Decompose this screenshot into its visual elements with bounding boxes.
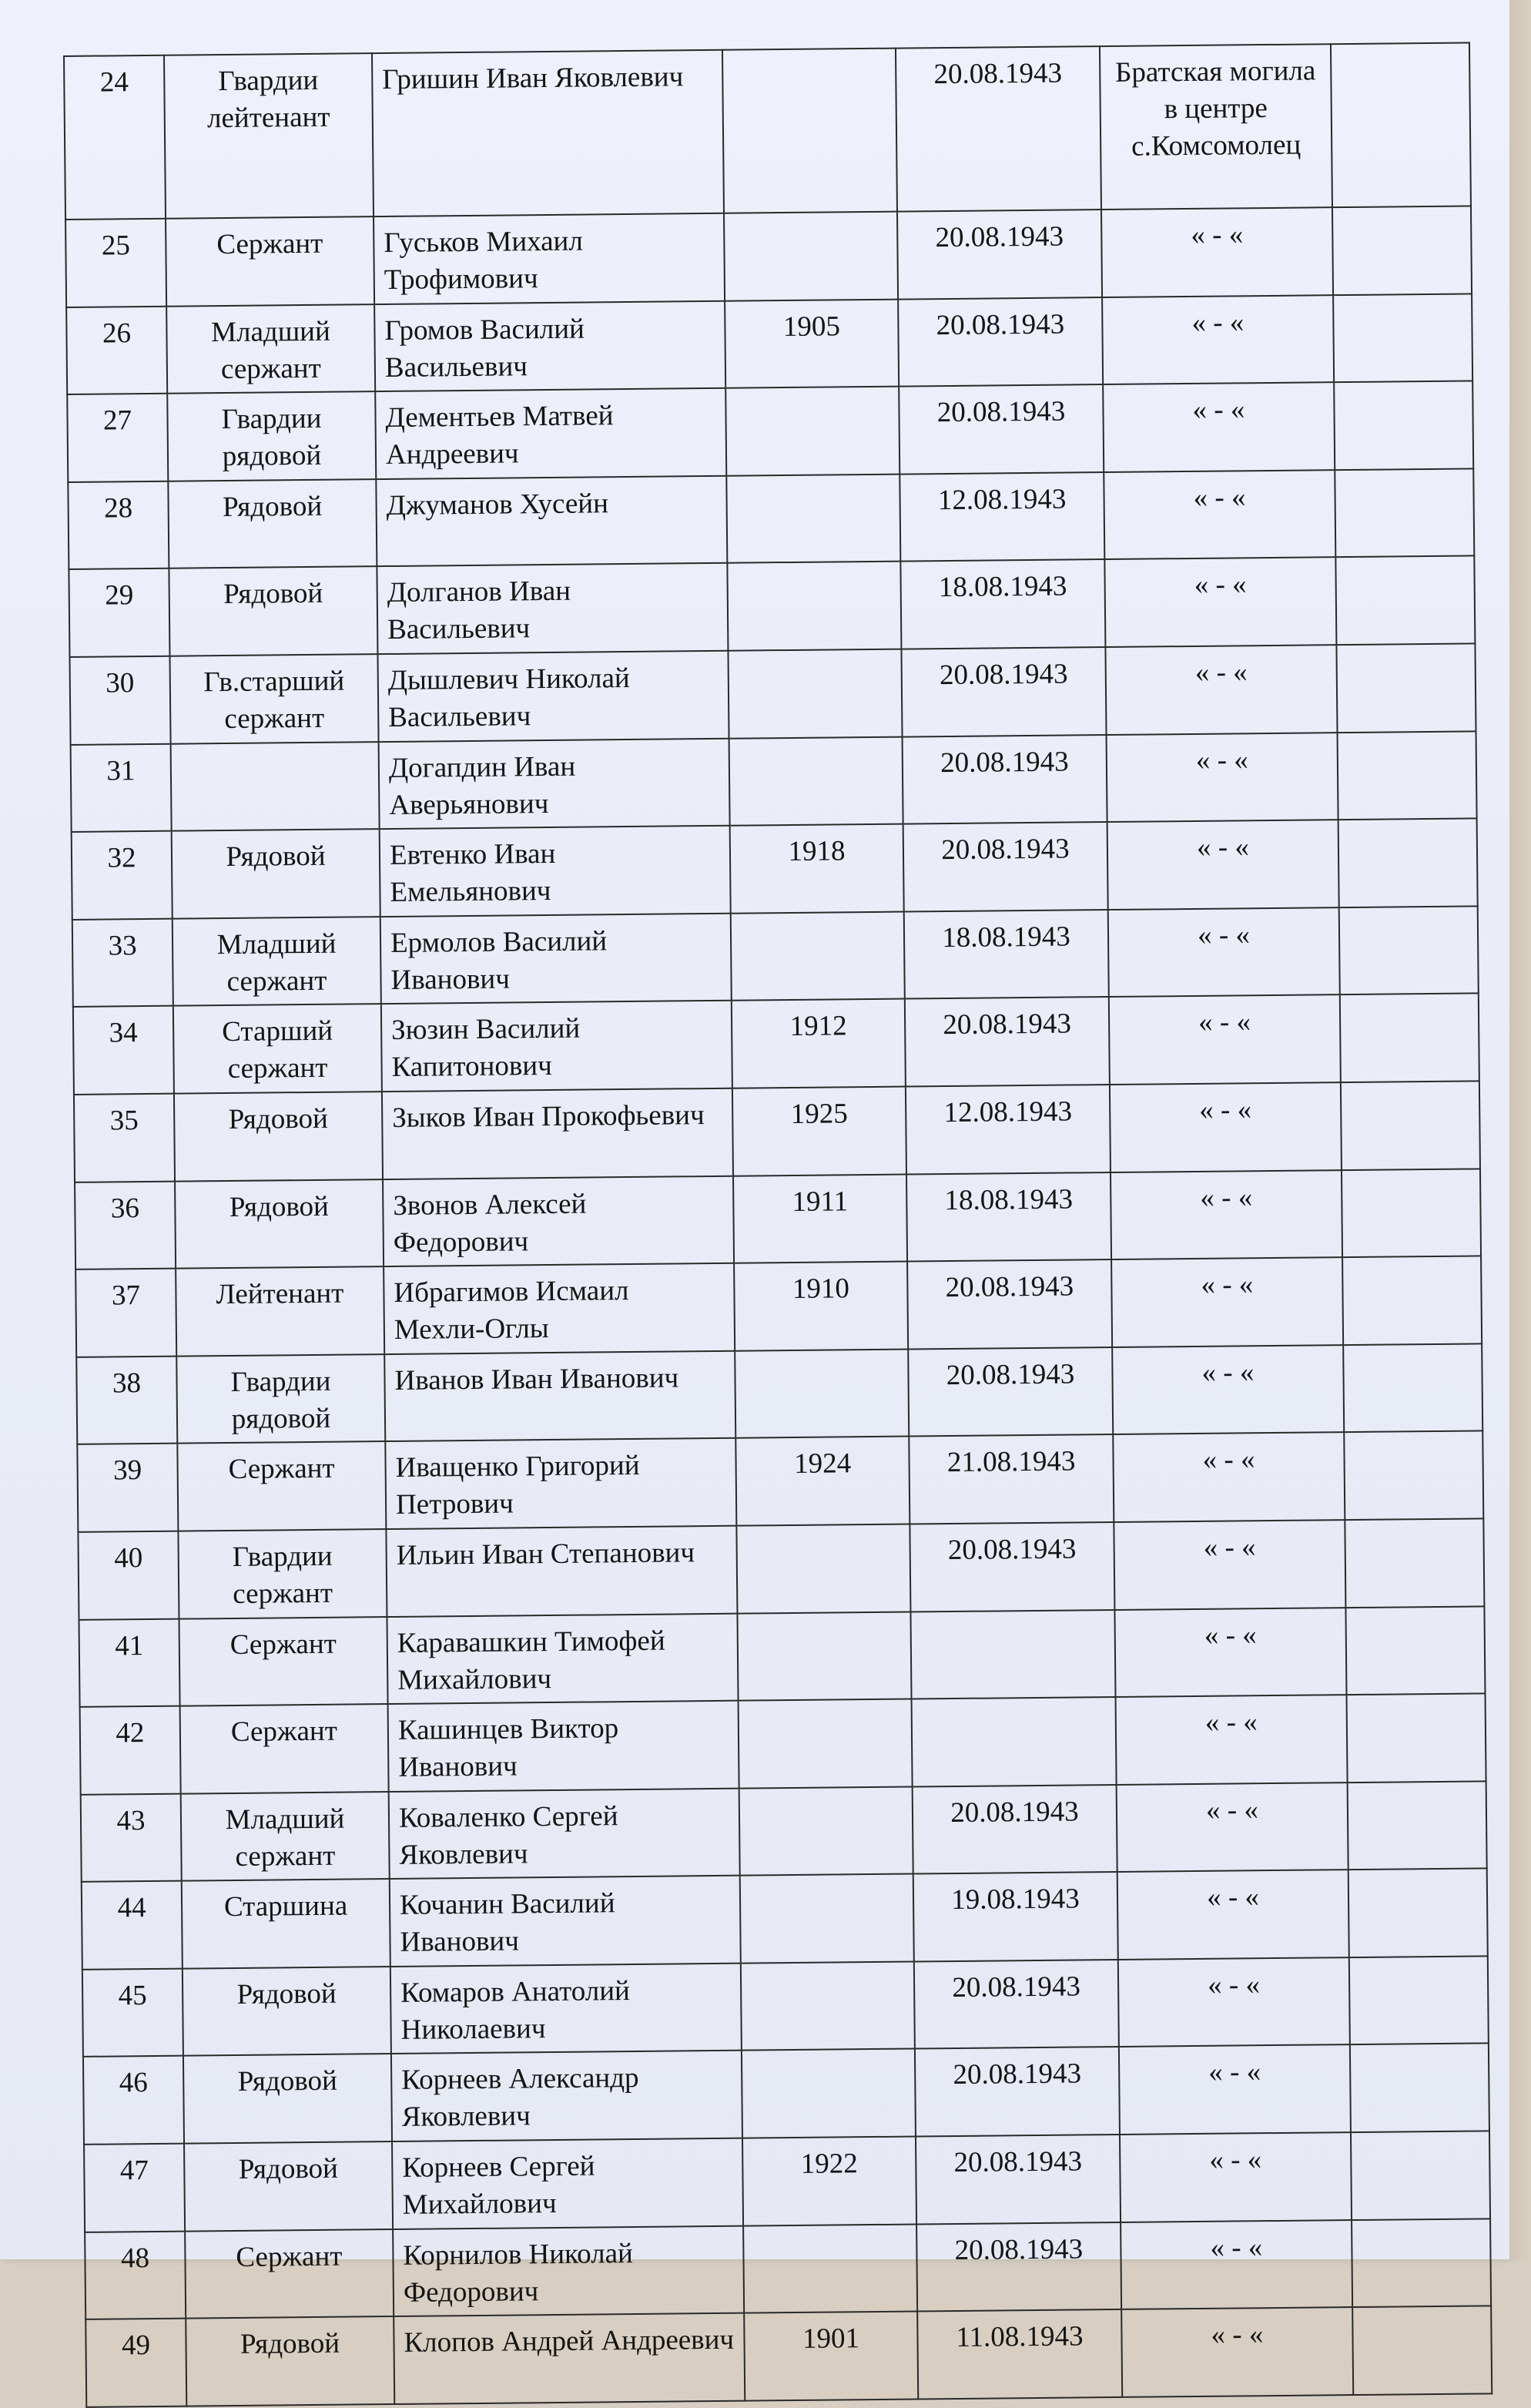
death-date: 20.08.1943 (914, 1960, 1119, 2049)
notes-cell (1342, 1169, 1481, 1257)
burial-place: « - « (1105, 645, 1337, 734)
full-name: Гуськов Михаил Трофимович (374, 213, 725, 304)
death-date: 20.08.1943 (903, 822, 1108, 911)
full-name: Корнеев Сергей Михайлович (392, 2138, 743, 2229)
death-date: 18.08.1943 (906, 1172, 1111, 1262)
table-row (71, 731, 1477, 832)
military-rank: Рядовой (172, 829, 380, 918)
death-date: 11.08.1943 (917, 2309, 1122, 2399)
full-name: Корнеев Александр Яковлевич (391, 2051, 742, 2141)
notes-cell (1344, 1431, 1483, 1520)
birth-year (728, 649, 902, 739)
military-rank: Младший сержант (166, 304, 375, 394)
notes-cell (1338, 819, 1478, 907)
notes-cell (1348, 1781, 1487, 1870)
burial-place: « - « (1119, 2045, 1351, 2135)
table-row (82, 1956, 1489, 2057)
military-rank: Рядовой (175, 1179, 384, 1269)
full-name: Зыков Иван Прокофьевич (382, 1088, 733, 1179)
table-row (85, 2219, 1491, 2319)
table-row (78, 1518, 1484, 1619)
military-rank (171, 742, 380, 831)
row-number: 37 (75, 1269, 176, 1357)
death-date: 20.08.1943 (908, 1347, 1113, 1437)
row-number: 36 (75, 1181, 176, 1269)
row-number: 26 (66, 306, 167, 394)
burial-place: « - « (1109, 994, 1341, 1084)
military-rank: Сержант (180, 1704, 389, 1793)
table-row (67, 381, 1473, 482)
burial-place: « - « (1116, 1695, 1348, 1784)
notes-cell (1345, 1606, 1485, 1695)
burial-place: « - « (1108, 907, 1340, 997)
military-rank: Старшина (182, 1879, 390, 1968)
military-rank: Рядовой (183, 1967, 391, 2056)
table-row (72, 906, 1479, 1007)
death-date (912, 1697, 1117, 1786)
notes-cell (1339, 906, 1479, 994)
notes-cell (1333, 293, 1472, 382)
notes-cell (1347, 1693, 1486, 1782)
notes-cell (1336, 643, 1476, 732)
row-number: 44 (82, 1881, 183, 1970)
table-row (83, 2044, 1489, 2145)
burial-place: « - « (1107, 820, 1339, 909)
table-row (80, 1693, 1486, 1794)
birth-year (735, 1349, 909, 1438)
notes-cell (1351, 2131, 1490, 2219)
death-date: 12.08.1943 (906, 1085, 1111, 1174)
full-name: Дементьев Матвей Андреевич (375, 388, 726, 479)
full-name: Иванов Иван Иванович (384, 1350, 735, 1441)
row-number: 46 (83, 2056, 184, 2145)
full-name: Громов Василий Васильевич (374, 300, 725, 391)
death-date: 20.08.1943 (916, 2135, 1121, 2224)
military-rank: Гвардии рядовой (167, 391, 376, 481)
full-name: Зюзин Василий Капитонович (381, 1001, 732, 1092)
table-row (73, 994, 1479, 1095)
row-number: 34 (73, 1006, 174, 1095)
table-row (74, 1081, 1480, 1182)
full-name: Догапдин Иван Аверьянович (379, 738, 730, 829)
full-name: Евтенко Иван Емельянович (380, 826, 731, 917)
full-name: Комаров Анатолий Николаевич (390, 1964, 742, 2054)
table-row (81, 1781, 1487, 1882)
table-row (72, 819, 1478, 920)
row-number: 30 (69, 656, 170, 745)
birth-year: 1925 (732, 1086, 906, 1175)
military-rank: Младший сержант (173, 917, 381, 1006)
birth-year (742, 2049, 916, 2138)
burial-roster-table (63, 42, 1492, 2407)
birth-year (737, 1611, 911, 1701)
military-rank: Рядовой (186, 2316, 394, 2406)
full-name: Звонов Алексей Федорович (383, 1175, 734, 1266)
notes-cell (1345, 1518, 1484, 1607)
military-rank: Сержант (179, 1617, 387, 1706)
military-rank: Сержант (166, 216, 374, 306)
burial-place: « - « (1102, 295, 1334, 384)
death-date: 20.08.1943 (913, 1785, 1117, 1874)
table-row (69, 643, 1476, 744)
row-number: 42 (80, 1706, 181, 1795)
full-name: Кочанин Василий Иванович (390, 1876, 741, 1967)
burial-place: « - « (1117, 1783, 1348, 1872)
death-date: 19.08.1943 (913, 1872, 1118, 1961)
death-date: 20.08.1943 (910, 1522, 1114, 1611)
burial-place: « - « (1111, 1170, 1342, 1259)
row-number: 49 (85, 2319, 186, 2407)
table-row (75, 1169, 1481, 1269)
birth-year (724, 212, 898, 301)
burial-place: « - « (1107, 733, 1338, 822)
burial-place: « - « (1117, 1870, 1349, 1959)
table-row (85, 2306, 1492, 2407)
full-name: Долганов Иван Васильевич (377, 563, 728, 654)
birth-year: 1910 (734, 1262, 908, 1351)
birth-year (727, 562, 901, 651)
birth-year: 1911 (733, 1174, 907, 1263)
burial-place: « - « (1112, 1345, 1344, 1434)
birth-year: 1924 (735, 1437, 910, 1526)
table-row (66, 293, 1472, 394)
full-name: Ибрагимов Исмаил Мехли-Оглы (384, 1263, 735, 1354)
birth-year (741, 1961, 915, 2051)
military-rank: Младший сержант (181, 1792, 390, 1881)
burial-place: « - « (1113, 1432, 1345, 1521)
death-date: 18.08.1943 (900, 559, 1105, 649)
death-date: 20.08.1943 (907, 1259, 1112, 1349)
table-row (84, 2131, 1490, 2232)
full-name: Джуманов Хусейн (376, 476, 727, 567)
row-number: 35 (74, 1094, 175, 1182)
row-number: 29 (69, 568, 169, 657)
military-rank: Гвардии лейтенант (164, 53, 374, 219)
notes-cell (1342, 1256, 1482, 1345)
birth-year: 1922 (742, 2137, 916, 2226)
burial-place: Братская могила в центре с.Комсомолец (1100, 44, 1332, 210)
notes-cell (1349, 1956, 1489, 2044)
notes-cell (1341, 1081, 1480, 1169)
death-date: 20.08.1943 (897, 210, 1102, 299)
roster-body (64, 42, 1492, 2406)
military-rank: Лейтенант (176, 1266, 384, 1356)
full-name: Дышлевич Николай Васильевич (377, 651, 729, 742)
full-name: Каравашкин Тимофей Михайлович (387, 1613, 738, 1704)
full-name: Ильин Иван Степанович (386, 1526, 737, 1617)
row-number: 24 (64, 55, 166, 220)
military-rank: Рядовой (174, 1092, 383, 1181)
table-row (79, 1606, 1485, 1707)
military-rank: Гв.старший сержант (169, 654, 378, 743)
table-row (69, 556, 1475, 657)
table-row (65, 206, 1472, 307)
row-number: 31 (71, 743, 172, 832)
burial-place: « - « (1104, 558, 1336, 647)
notes-cell (1334, 381, 1473, 470)
row-number: 41 (79, 1618, 179, 1707)
death-date: 12.08.1943 (900, 472, 1104, 562)
birth-year (726, 474, 900, 563)
birth-year: 1918 (730, 824, 904, 914)
row-number: 40 (78, 1531, 179, 1620)
row-number: 32 (72, 831, 173, 920)
notes-cell (1343, 1343, 1482, 1432)
full-name: Гришин Иван Яковлевич (372, 50, 724, 216)
birth-year: 1905 (725, 299, 899, 388)
row-number: 45 (82, 1969, 183, 2058)
death-date: 20.08.1943 (901, 647, 1106, 736)
full-name: Коваленко Сергей Яковлевич (389, 1788, 740, 1879)
birth-year (722, 49, 897, 213)
death-date (910, 1609, 1115, 1699)
military-rank: Старший сержант (173, 1004, 382, 1093)
death-date: 20.08.1943 (915, 2047, 1120, 2136)
notes-cell (1350, 2044, 1489, 2132)
birth-year: 1912 (732, 999, 906, 1088)
birth-year (743, 2224, 917, 2313)
birth-year: 1901 (744, 2312, 918, 2401)
notes-cell (1348, 1869, 1488, 1957)
military-rank: Рядовой (168, 479, 377, 568)
row-number: 33 (72, 918, 173, 1007)
burial-place: « - « (1101, 207, 1333, 297)
birth-year (739, 1786, 913, 1876)
death-date: 20.08.1943 (903, 735, 1107, 824)
death-date: 18.08.1943 (904, 910, 1109, 999)
birth-year (736, 1524, 910, 1613)
death-date: 20.08.1943 (916, 2222, 1121, 2312)
row-number: 43 (81, 1793, 182, 1882)
notes-cell (1352, 2306, 1492, 2395)
burial-place: « - « (1114, 1520, 1345, 1609)
birth-year (740, 1874, 914, 1964)
row-number: 47 (84, 2144, 185, 2232)
notes-cell (1331, 42, 1471, 207)
full-name: Корнилов Николай Федорович (393, 2225, 744, 2316)
military-rank: Гвардии сержант (178, 1529, 387, 1618)
row-number: 25 (65, 219, 166, 307)
notes-cell (1340, 994, 1479, 1082)
table-row (64, 42, 1471, 220)
military-rank: Рядовой (169, 566, 377, 656)
military-rank: Рядовой (184, 2141, 393, 2231)
table-row (77, 1431, 1483, 1532)
notes-cell (1352, 2219, 1491, 2307)
full-name: Кашинцев Виктор Иванович (388, 1701, 739, 1792)
death-date: 20.08.1943 (896, 46, 1101, 212)
birth-year (739, 1699, 913, 1789)
paper-edge (1509, 0, 1531, 2259)
row-number: 39 (77, 1444, 178, 1532)
table-row (76, 1343, 1482, 1444)
full-name: Клопов Андрей Андреевич (394, 2313, 745, 2404)
row-number: 28 (68, 481, 169, 569)
birth-year (725, 387, 900, 476)
military-rank: Гвардии рядовой (176, 1354, 385, 1444)
notes-cell (1335, 468, 1474, 557)
burial-place: « - « (1103, 382, 1335, 471)
full-name: Иващенко Григорий Петрович (385, 1438, 736, 1529)
row-number: 38 (76, 1356, 177, 1444)
burial-place: « - « (1121, 2307, 1353, 2396)
table-row (82, 1869, 1488, 1970)
military-rank: Сержант (185, 2229, 394, 2319)
death-date: 20.08.1943 (905, 997, 1110, 1086)
table-row (68, 468, 1474, 569)
burial-place: « - « (1111, 1257, 1343, 1347)
table-row (75, 1256, 1482, 1357)
burial-place: « - « (1121, 2220, 1352, 2309)
row-number: 27 (67, 394, 168, 482)
notes-cell (1332, 206, 1472, 294)
death-date: 21.08.1943 (909, 1434, 1114, 1524)
birth-year (731, 911, 905, 1001)
burial-place: « - « (1118, 1957, 1350, 2047)
birth-year (729, 736, 903, 826)
burial-place: « - « (1120, 2132, 1352, 2222)
death-date: 20.08.1943 (898, 297, 1103, 387)
military-rank: Сержант (177, 1441, 386, 1531)
notes-cell (1335, 556, 1475, 645)
death-date: 20.08.1943 (899, 384, 1104, 474)
burial-place: « - « (1110, 1082, 1342, 1172)
full-name: Ермолов Василий Иванович (380, 913, 732, 1004)
notes-cell (1338, 731, 1477, 820)
row-number: 48 (85, 2231, 186, 2319)
burial-place: « - « (1114, 1608, 1346, 1697)
burial-place: « - « (1104, 470, 1335, 559)
military-rank: Рядовой (183, 2054, 392, 2143)
